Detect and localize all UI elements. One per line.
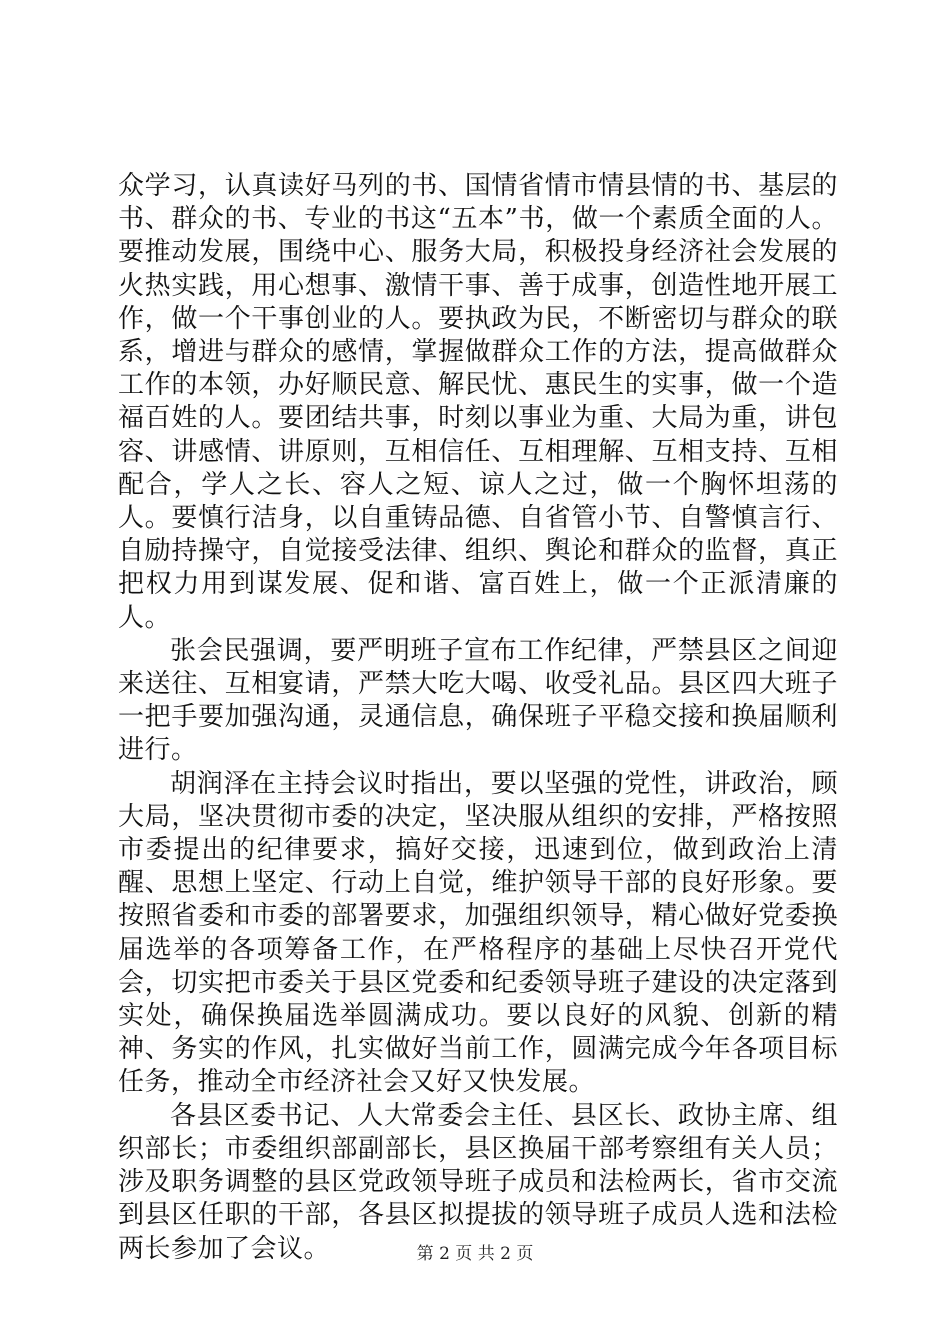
document-body — [118, 170, 838, 1266]
paragraph-attendees: 各县区委书记、人大常委会主任、县区长、政协主席、组织部长；市委组织部副部长，县区换届干部考察组有关人员；涉及职务调整的县区党政领导班子成员和法检两长，省市交流到县区任职的干部，各县区拟提拔的领导班子成员人选和法检两长参加了会议。 — [118, 1100, 838, 1264]
page-footer: 第 2 页 共 2 页 — [416, 1244, 534, 1264]
paragraph-hu-runze: 胡润泽在主持会议时指出，要以坚强的党性，讲政治，顾大局，坚决贯彻市委的决定，坚决服从组织的安排，严格按照市委提出的纪律要求，搞好交接，迅速到位，做到政治上清醒、思想上坚定、行动上自觉，维护领导干部的良好形象。要按照省委和市委的部署要求，加强组织领导，精心做好党委换届选举的各项筹备工作，在严格程序的基础上尽快召开党代会，切实把市委关于县区党委和纪委领导班子建设的决定落到实处，确保换届选举圆满成功。要以良好的风貌、创新的精神、务实的作风，扎实做好当前工作，圆满完成今年各项目标任务，推动全市经济社会又好又快发展。 — [118, 768, 838, 1098]
paragraph-zhang-huimin: 张会民强调，要严明班子宣布工作纪律，严禁县区之间迎来送往、互相宴请，严禁大吃大喝、收受礼品。县区四大班子一把手要加强沟通，灵通信息，确保班子平稳交接和换届顺利进行。 — [118, 635, 838, 766]
paragraph-continuation: 众学习，认真读好马列的书、国情省情市情县情的书、基层的书、群众的书、专业的书这“五本”书，做一个素质全面的人。要推动发展，围绕中心、服务大局，积极投身经济社会发展的火热实践，用心想事、激情干事、善于成事，创造性地开展工作，做一个干事创业的人。要执政为民，不断密切与群众的联系，增进与群众的感情，掌握做群众工作的方法，提高做群众工作的本领，办好顺民意、解民忧、惠民生的实事，做一个造福百姓的人。要团结共事，时刻以事业为重、大局为重，讲包容、讲感情、讲原则，互相信任、互相理解、互相支持、互相配合，学人之长、容人之短、谅人之过，做一个胸怀坦荡的人。要慎行洁身，以自重铸品德、自省管小节、自警慎言行、自励持操守，自觉接受法律、组织、舆论和群众的监督，真正把权力用到谋发展、促和谐、富百姓上，做一个正派清廉的人。 — [118, 171, 838, 633]
